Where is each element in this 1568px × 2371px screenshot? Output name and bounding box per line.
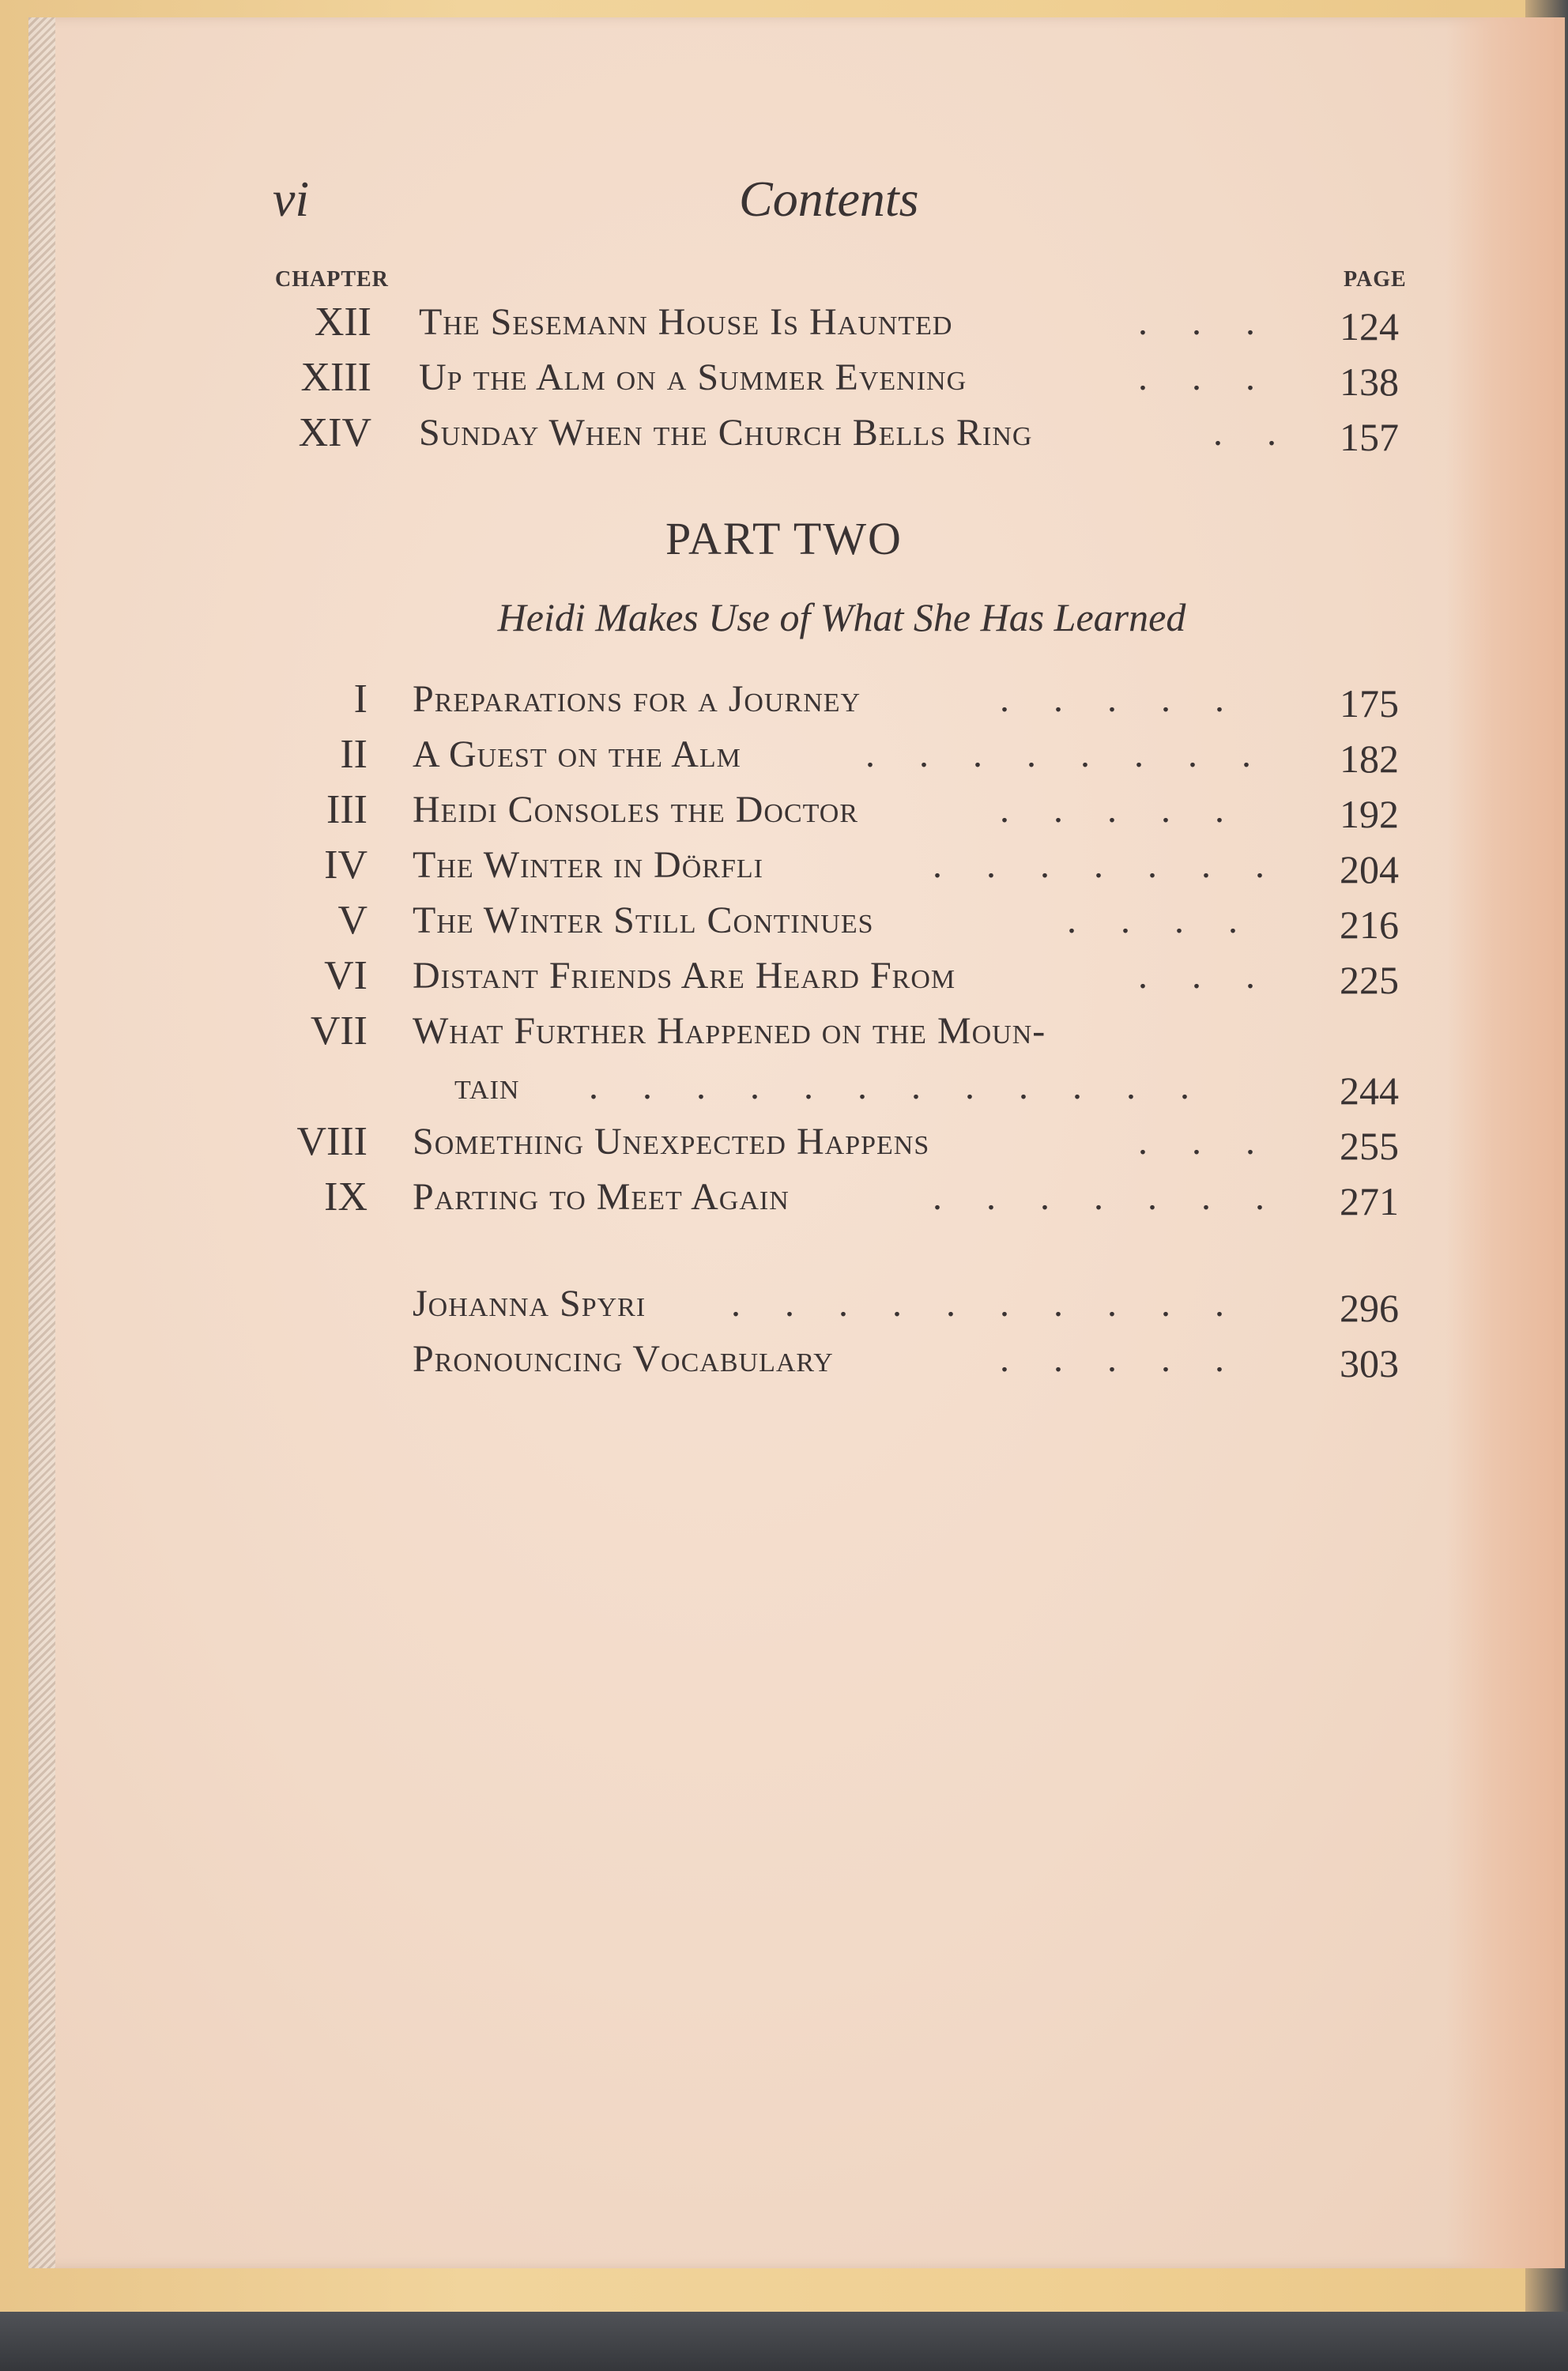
back-matter-title: Pronouncing Vocabulary <box>413 1338 834 1380</box>
chapter-page: 175 <box>1340 681 1399 726</box>
dot-leader: . . . . . <box>1000 678 1242 720</box>
chapter-number: II <box>340 732 368 777</box>
dot-leader: . . . . . <box>1000 1338 1242 1380</box>
chapter-page: 271 <box>1340 1179 1399 1223</box>
chapter-title: Up the Alm on a Summer Evening <box>419 356 967 398</box>
chapter-page: 204 <box>1340 847 1399 891</box>
chapter-title: Something Unexpected Happens <box>413 1121 930 1163</box>
background-surface <box>0 2312 1568 2371</box>
chapter-title: Heidi Consoles the Doctor <box>413 789 859 831</box>
chapter-title-continued: tain <box>454 1065 520 1107</box>
chapter-page: 138 <box>1340 360 1399 404</box>
chapter-number: VIII <box>296 1119 368 1164</box>
back-matter-title: Johanna Spyri <box>413 1283 646 1325</box>
dot-leader: . . <box>1213 412 1294 454</box>
chapter-title: The Sesemann House Is Haunted <box>419 301 953 343</box>
chapter-page: 255 <box>1340 1124 1399 1168</box>
chapter-column-label: CHAPTER <box>275 267 389 292</box>
page-title: Contents <box>739 171 919 227</box>
chapter-number: IX <box>324 1174 368 1219</box>
chapter-title: What Further Happened on the Moun- <box>413 1010 1046 1052</box>
chapter-number: XIII <box>300 355 371 400</box>
chapter-page: 157 <box>1340 415 1399 459</box>
back-matter-page: 303 <box>1340 1341 1399 1385</box>
chapter-number: VI <box>324 953 368 998</box>
back-matter-page: 296 <box>1340 1286 1399 1330</box>
chapter-number: XII <box>314 300 371 345</box>
page-number-folio: vi <box>273 171 310 227</box>
chapter-title: Distant Friends Are Heard From <box>413 955 956 997</box>
dot-leader: . . . . . . . <box>933 844 1282 886</box>
chapter-number: IV <box>324 842 368 888</box>
chapter-number: I <box>353 677 368 722</box>
chapter-number: XIV <box>298 410 371 455</box>
dot-leader: . . . . . . . . . . <box>731 1283 1242 1325</box>
dot-leader: . . . <box>1138 301 1272 343</box>
page-edge-texture <box>28 17 55 2268</box>
chapter-number: VII <box>310 1008 368 1054</box>
dot-leader: . . . . . . . <box>933 1176 1282 1218</box>
page-gutter-shade <box>1446 17 1565 2268</box>
chapter-title: Sunday When the Church Bells Ring <box>419 412 1033 454</box>
chapter-title: Preparations for a Journey <box>413 678 861 720</box>
dot-leader: . . . . . <box>1000 789 1242 831</box>
page-column-label: PAGE <box>1344 267 1407 292</box>
chapter-page: 192 <box>1340 792 1399 836</box>
part-subtitle: Heidi Makes Use of What She Has Learned <box>497 595 1186 639</box>
chapter-title: A Guest on the Alm <box>413 733 741 775</box>
chapter-title: Parting to Meet Again <box>413 1176 790 1218</box>
dot-leader: . . . <box>1138 1121 1272 1163</box>
chapter-page: 244 <box>1340 1069 1399 1113</box>
dot-leader: . . . <box>1138 356 1272 398</box>
chapter-title: The Winter Still Continues <box>413 899 874 941</box>
dot-leader: . . . . . . . . . . . . <box>589 1065 1207 1107</box>
dot-leader: . . . . <box>1067 899 1255 941</box>
part-heading: PART TWO <box>665 513 903 564</box>
chapter-page: 216 <box>1340 903 1399 947</box>
chapter-page: 225 <box>1340 958 1399 1002</box>
chapter-number: III <box>326 787 368 832</box>
chapter-page: 124 <box>1340 304 1399 349</box>
chapter-title: The Winter in Dörfli <box>413 844 763 886</box>
dot-leader: . . . <box>1138 955 1272 997</box>
chapter-page: 182 <box>1340 737 1399 781</box>
chapter-number: V <box>337 898 368 943</box>
dot-leader: . . . . . . . . <box>865 733 1268 775</box>
